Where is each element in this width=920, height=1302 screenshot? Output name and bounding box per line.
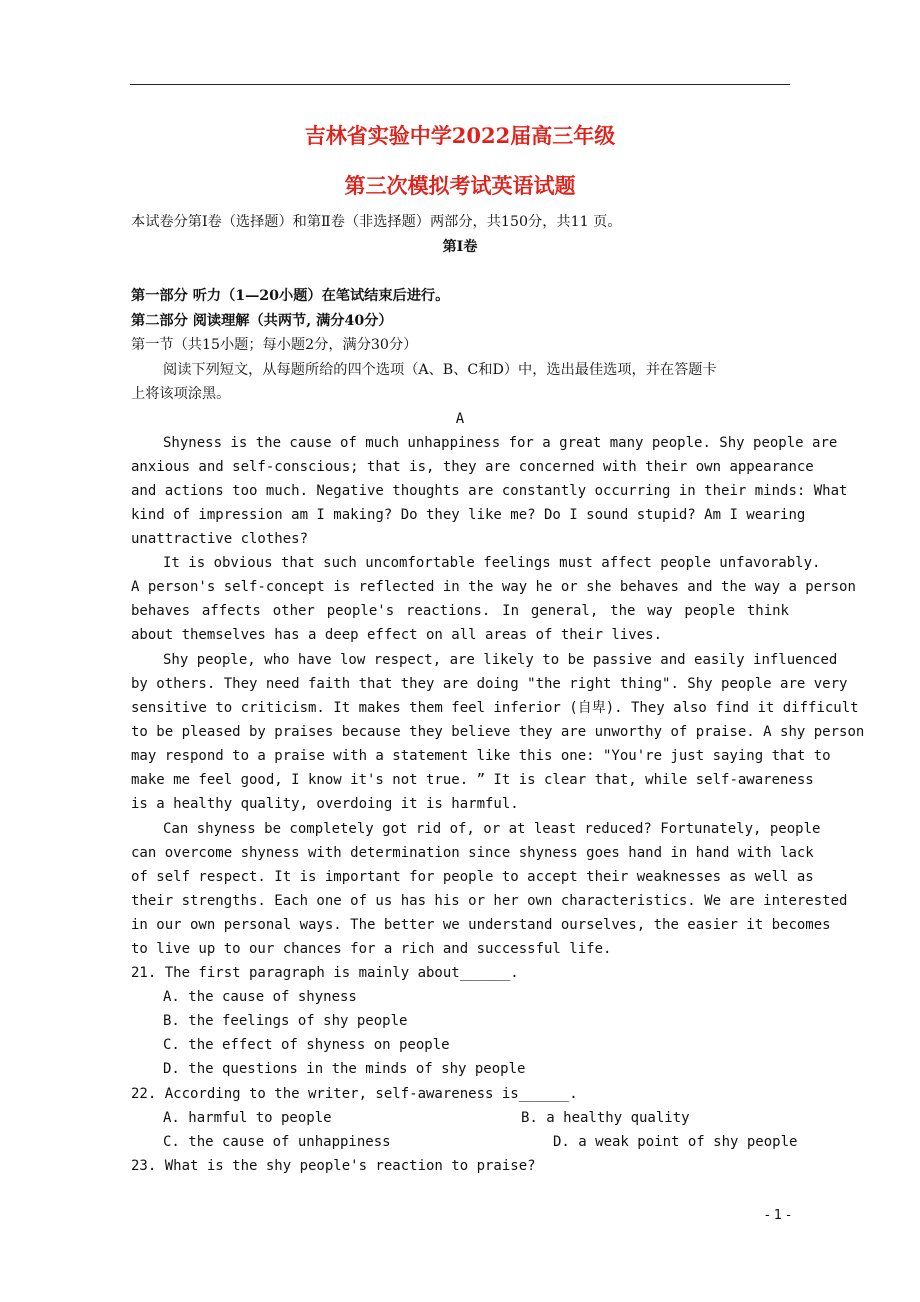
- part2-heading: 第二部分 阅读理解（共两节, 满分40分）: [131, 313, 393, 329]
- instruction-line: 阅读下列短文，从每题所给的四个选项（A、B、C和D）中，选出最佳选项，并在答题卡: [163, 362, 717, 378]
- question-22: 22. According to the writer, self-awareness is______.: [131, 1086, 578, 1102]
- passage-line: about themselves has a deep effect on all areas of their lives.: [131, 627, 663, 643]
- q21-option-a[interactable]: A. the cause of shyness: [163, 989, 357, 1005]
- passage-line: Shyness is the cause of much unhappiness for a great many people. Shy people are: [163, 435, 838, 451]
- passage-line: to live up to our chances for a rich and successful life.: [131, 941, 612, 957]
- q22-option-d[interactable]: D. a weak point of shy people: [553, 1134, 798, 1150]
- q21-option-c[interactable]: C. the effect of shyness on people: [163, 1037, 450, 1053]
- volume-heading: 第Ⅰ卷: [442, 239, 478, 255]
- page-number: - 1 -: [765, 1208, 791, 1223]
- passage-line: can overcome shyness with determination since shyness goes hand in hand with lack: [131, 845, 814, 861]
- q22-option-c[interactable]: C. the cause of unhappiness: [163, 1134, 391, 1150]
- q22-option-b[interactable]: B. a healthy quality: [521, 1110, 690, 1126]
- passage-line: make me feel good, I know it's not true. ” It is clear that, while self-awareness: [131, 772, 814, 788]
- exam-intro: 本试卷分第Ⅰ卷（选择题）和第Ⅱ卷（非选择题）两部分，共150分，共11 页。: [131, 214, 622, 230]
- question-23: 23. What is the shy people's reaction to praise?: [131, 1158, 536, 1174]
- passage-line: of self respect. It is important for people to accept their weaknesses as well as: [131, 869, 814, 885]
- q21-option-d[interactable]: D. the questions in the minds of shy people: [163, 1061, 526, 1077]
- passage-line: Shy people, who have low respect, are likely to be passive and easily influenced: [163, 652, 838, 668]
- question-21: 21. The first paragraph is mainly about______.: [131, 965, 519, 981]
- q22-option-a[interactable]: A. harmful to people: [163, 1110, 332, 1126]
- passage-line: Can shyness be completely got rid of, or at least reduced? Fortunately, people: [163, 821, 821, 837]
- passage-line: and actions too much. Negative thoughts are constantly occurring in their minds: What: [131, 483, 848, 499]
- instruction-line: 上将该项涂黑。: [131, 386, 231, 402]
- passage-line: unattractive clothes?: [131, 531, 309, 547]
- passage-line: may respond to a praise with a statement like this one: "You're just saying that to: [131, 748, 831, 764]
- part1-heading: 第一部分 听力（1—20小题）在笔试结束后进行。: [131, 288, 450, 304]
- passage-line: It is obvious that such uncomfortable feelings must affect people unfavorably.: [163, 555, 821, 571]
- header-rule: [130, 84, 790, 85]
- passage-line: anxious and self-conscious; that is, they are concerned with their own appearance: [131, 459, 814, 475]
- passage-line: is a healthy quality, overdoing it is harmful.: [131, 796, 519, 812]
- exam-title-line2: 第三次模拟考试英语试题: [344, 173, 576, 198]
- passage-line: by others. They need faith that they are doing "the right thing". Shy people are very: [131, 676, 848, 692]
- passage-line: to be pleased by praises because they believe they are unworthy of praise. A shy person: [131, 724, 865, 740]
- section1-heading: 第一节（共15小题；每小题2分，满分30分）: [131, 337, 418, 353]
- passage-line: in our own personal ways. The better we understand ourselves, the easier it becomes: [131, 917, 831, 933]
- passage-label: A: [455, 411, 465, 427]
- exam-title-line1: 吉林省实验中学2022届高三年级: [304, 123, 616, 148]
- q21-option-b[interactable]: B. the feelings of shy people: [163, 1013, 408, 1029]
- passage-line: kind of impression am I making? Do they like me? Do I sound stupid? Am I wearing: [131, 507, 806, 523]
- passage-line: A person's self-concept is reflected in the way he or she behaves and the way a person: [131, 579, 856, 595]
- passage-line: behaves affects other people's reactions. In general, the way people think: [131, 603, 789, 619]
- passage-line: sensitive to criticism. It makes them feel inferior (自卑). They also find it difficult: [131, 700, 859, 716]
- passage-line: their strengths. Each one of us has his or her own characteristics. We are interested: [131, 893, 848, 909]
